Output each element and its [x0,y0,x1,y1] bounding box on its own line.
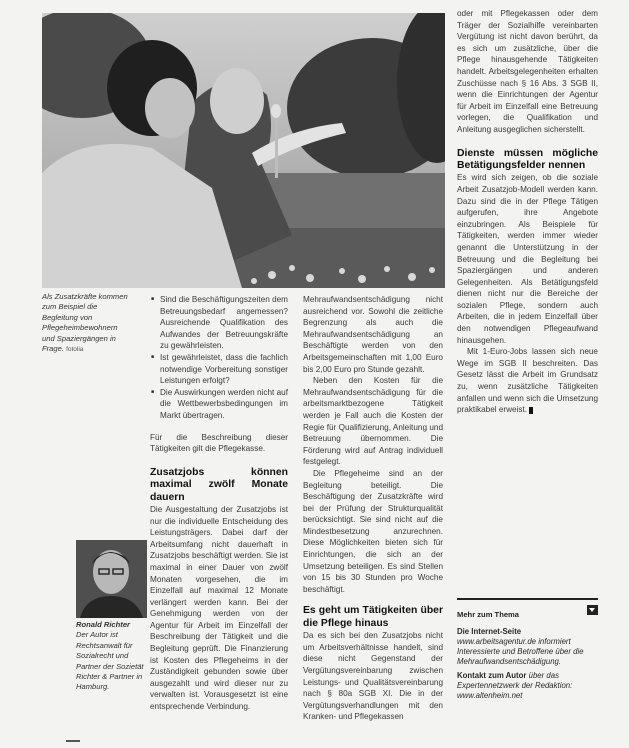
list-item: ■ Ist gewährleistet, dass die fachlich notwendige Vorbereitung sonstiger Leistungen erfolgt? [160,352,288,387]
more-info-link-2[interactable]: über das Expertennetzwerk der Redaktion: www.altenheim.net [457,671,573,700]
more-info-box [457,598,598,701]
list-item: ■ Sind die Beschäftigungszeiten dem Betreuungsbedarf angemessen? Ausreichende Qualifikation des Aufwandes der Betreuungskräfte zu gewährleisten. [160,294,288,352]
section-heading: Dienste müssen mögliche Betätigungsfelder nennen [457,147,598,171]
author-bio-text: Der Autor ist Rechtsanwalt für Sozialrecht und Partner der Sozietät Richter & Partner in Hamburg. [76,630,144,692]
section-heading: Es geht um Tätigkeiten über die Pflege hinaus [303,605,443,629]
photo-caption [42,292,128,355]
more-info-heading: Mehr zum Thema [457,610,520,619]
paragraph: oder mit Pflegekassen oder dem Träger der Sozialhilfe vereinbarten Vergütung ist nicht davon berührt, da es sich um zusätzliche, über die Pflege hinausgehende Tätigkeiten handelt. Arbeitsgelegenheiten erhalten Zuschüsse nach § 16 Abs. 3 SGB II, wenn die Einrichtungen der Agentur für Arbeit im Einzelfall eine Betreuung vorlegen, die Qualifikation und Anleitung ausgeglichen sicherstellt. [457,9,598,134]
author-bio [76,620,148,693]
more-info-link-1[interactable]: www.arbeitsagentur.de informiert Interessierte und Betroffene über die Mehraufwandsentschädigung. [457,637,584,666]
list-item: ■ Die Auswirkungen werden nicht auf die Wettbewerbsbedingungen im Markt übertragen. [160,387,288,422]
paragraph: Es wird sich zeigen, ob die soziale Arbeit Zusatzjob-Modell werden kann. Dazu sind die in der Pflege Tätigen aufgerufen, ihre Angebote einzubringen. Als Beispiele für Tätigkeiten, werden immer wieder genannt die Unterstützung in der Betreuung und die Begleitung bei Spaziergängen und anderen Gelegenheiten. Als Betätigungsfeld dienen nicht nur die Bereiche der sozialen Pflege, sondern auch Arbeiten, die in jedem Einzelfall über den notwendigen Pflegeaufwand hinausgehen. [457,173,598,345]
page-footer-rule [66,740,80,742]
more-info-label-1: Die Internet-Seite [457,627,522,636]
more-info-text-1 [457,627,598,667]
author-name: Ronald Richter [76,620,131,629]
criteria-list [150,294,288,422]
column-3 [457,8,598,416]
photo-credit: fotolia [66,346,84,354]
paragraph-text: Mit 1-Euro-Jobs lassen sich neue Wege im SGB II beschreiten. Das Gesetz lässt die Arbeit im Grundsatz zu, wenn zusätzliche Tätigkeiten anfallen und wenn sich die Umsetzung praktikabel erweist. [457,347,598,415]
paragraph: Für die Beschreibung dieser Tätigkeiten gilt die Pflegekasse. [150,432,288,454]
paragraph: Mehraufwandsentschädigung nicht ausreichend vor. Sowohl die zeitliche Begrenzung als auch die Mehraufwandsentschädigung an Beschäftigte werden von den Arbeitsgemeinschaften mit 1,00 Euro bis 2,00 Euro pro Stunde gezahlt. [303,295,443,374]
author-portrait [76,540,147,618]
more-info-label-2: Kontakt zum Autor [457,671,527,680]
more-info-header [457,604,598,622]
section-heading: Zusatzjobs können maximal zwölf Monate dauern [150,466,288,503]
end-mark [529,407,533,414]
arrow-down-icon [587,605,598,615]
photo-caption-text: Als Zusatzkräfte kommen zum Beispiel die Begleitung von Pflegeheimbewohnern und Spaziergängen in Frage. [42,292,128,354]
more-info-text-2 [457,671,598,701]
paragraph: Neben den Kosten für die Mehraufwandsentschädigung für die arbeitsmarktbezogene Tätigkeit werden je Fall auch die Kosten der Regie für Qualifizierung, Anleitung und Betreuung übernommen. Die Förderung wird auf Antrag individuell festgelegt. [303,376,443,467]
paragraph [457,346,598,416]
paragraph: Die Pflegeheime sind an der Begleitung beteiligt. Die Beschäftigung der Zusatzkräfte wird bei der Prüfung der Strukturqualität berücksichtigt. Sie sind nicht auf die Mindestbesetzung anzurechnen. Diese Möglichkeiten bieten sich für Einrichtungen, die sich an der Umsetzung beteiligen. Es sind Stellen von 15 bis 30 Stunden pro Woche beschäftigt. [303,468,443,594]
paragraph: Die Ausgestaltung der Zusatzjobs ist nur die individuelle Entscheidung des Leistungsträgers. Dabei darf der Arbeitsumfang nicht dauerhaft in Zusatzjobs beschäftigt werden. Sie ist maximal in einer Dauer von zwölf Monaten vorgesehen, die im Einzelfall auf maximal 12 Monate verlängert werden kann. Bei der Genehmigung werden von der Agentur für Arbeit im Einzelfall der Beschreibung der Tätigkeit und die Begleitung geprüft. Die Finanzierung ist Kosten des Pflegeheims in der Zuständigkeit gebunden sowie über ausgezahlt und wird dieser nur zu verwalten ist. Vorausgesetzt ist eine entsprechende Verbindung. [150,504,288,712]
column-1 [150,294,288,713]
column-2 [303,294,443,723]
paragraph: Da es sich bei den Zusatzjobs nicht um Arbeitsverhältnisse handelt, sind diese nicht Gegenstand der Vergütungsvereinbarung zwischen Leistungs- und Qualitätsvereinbarung nach § 80a SGB XI. Die in der Vergütungsverhandlungen mit den Kranken- und Pflegekassen [303,631,443,722]
photo-two-elderly-women [42,13,445,288]
